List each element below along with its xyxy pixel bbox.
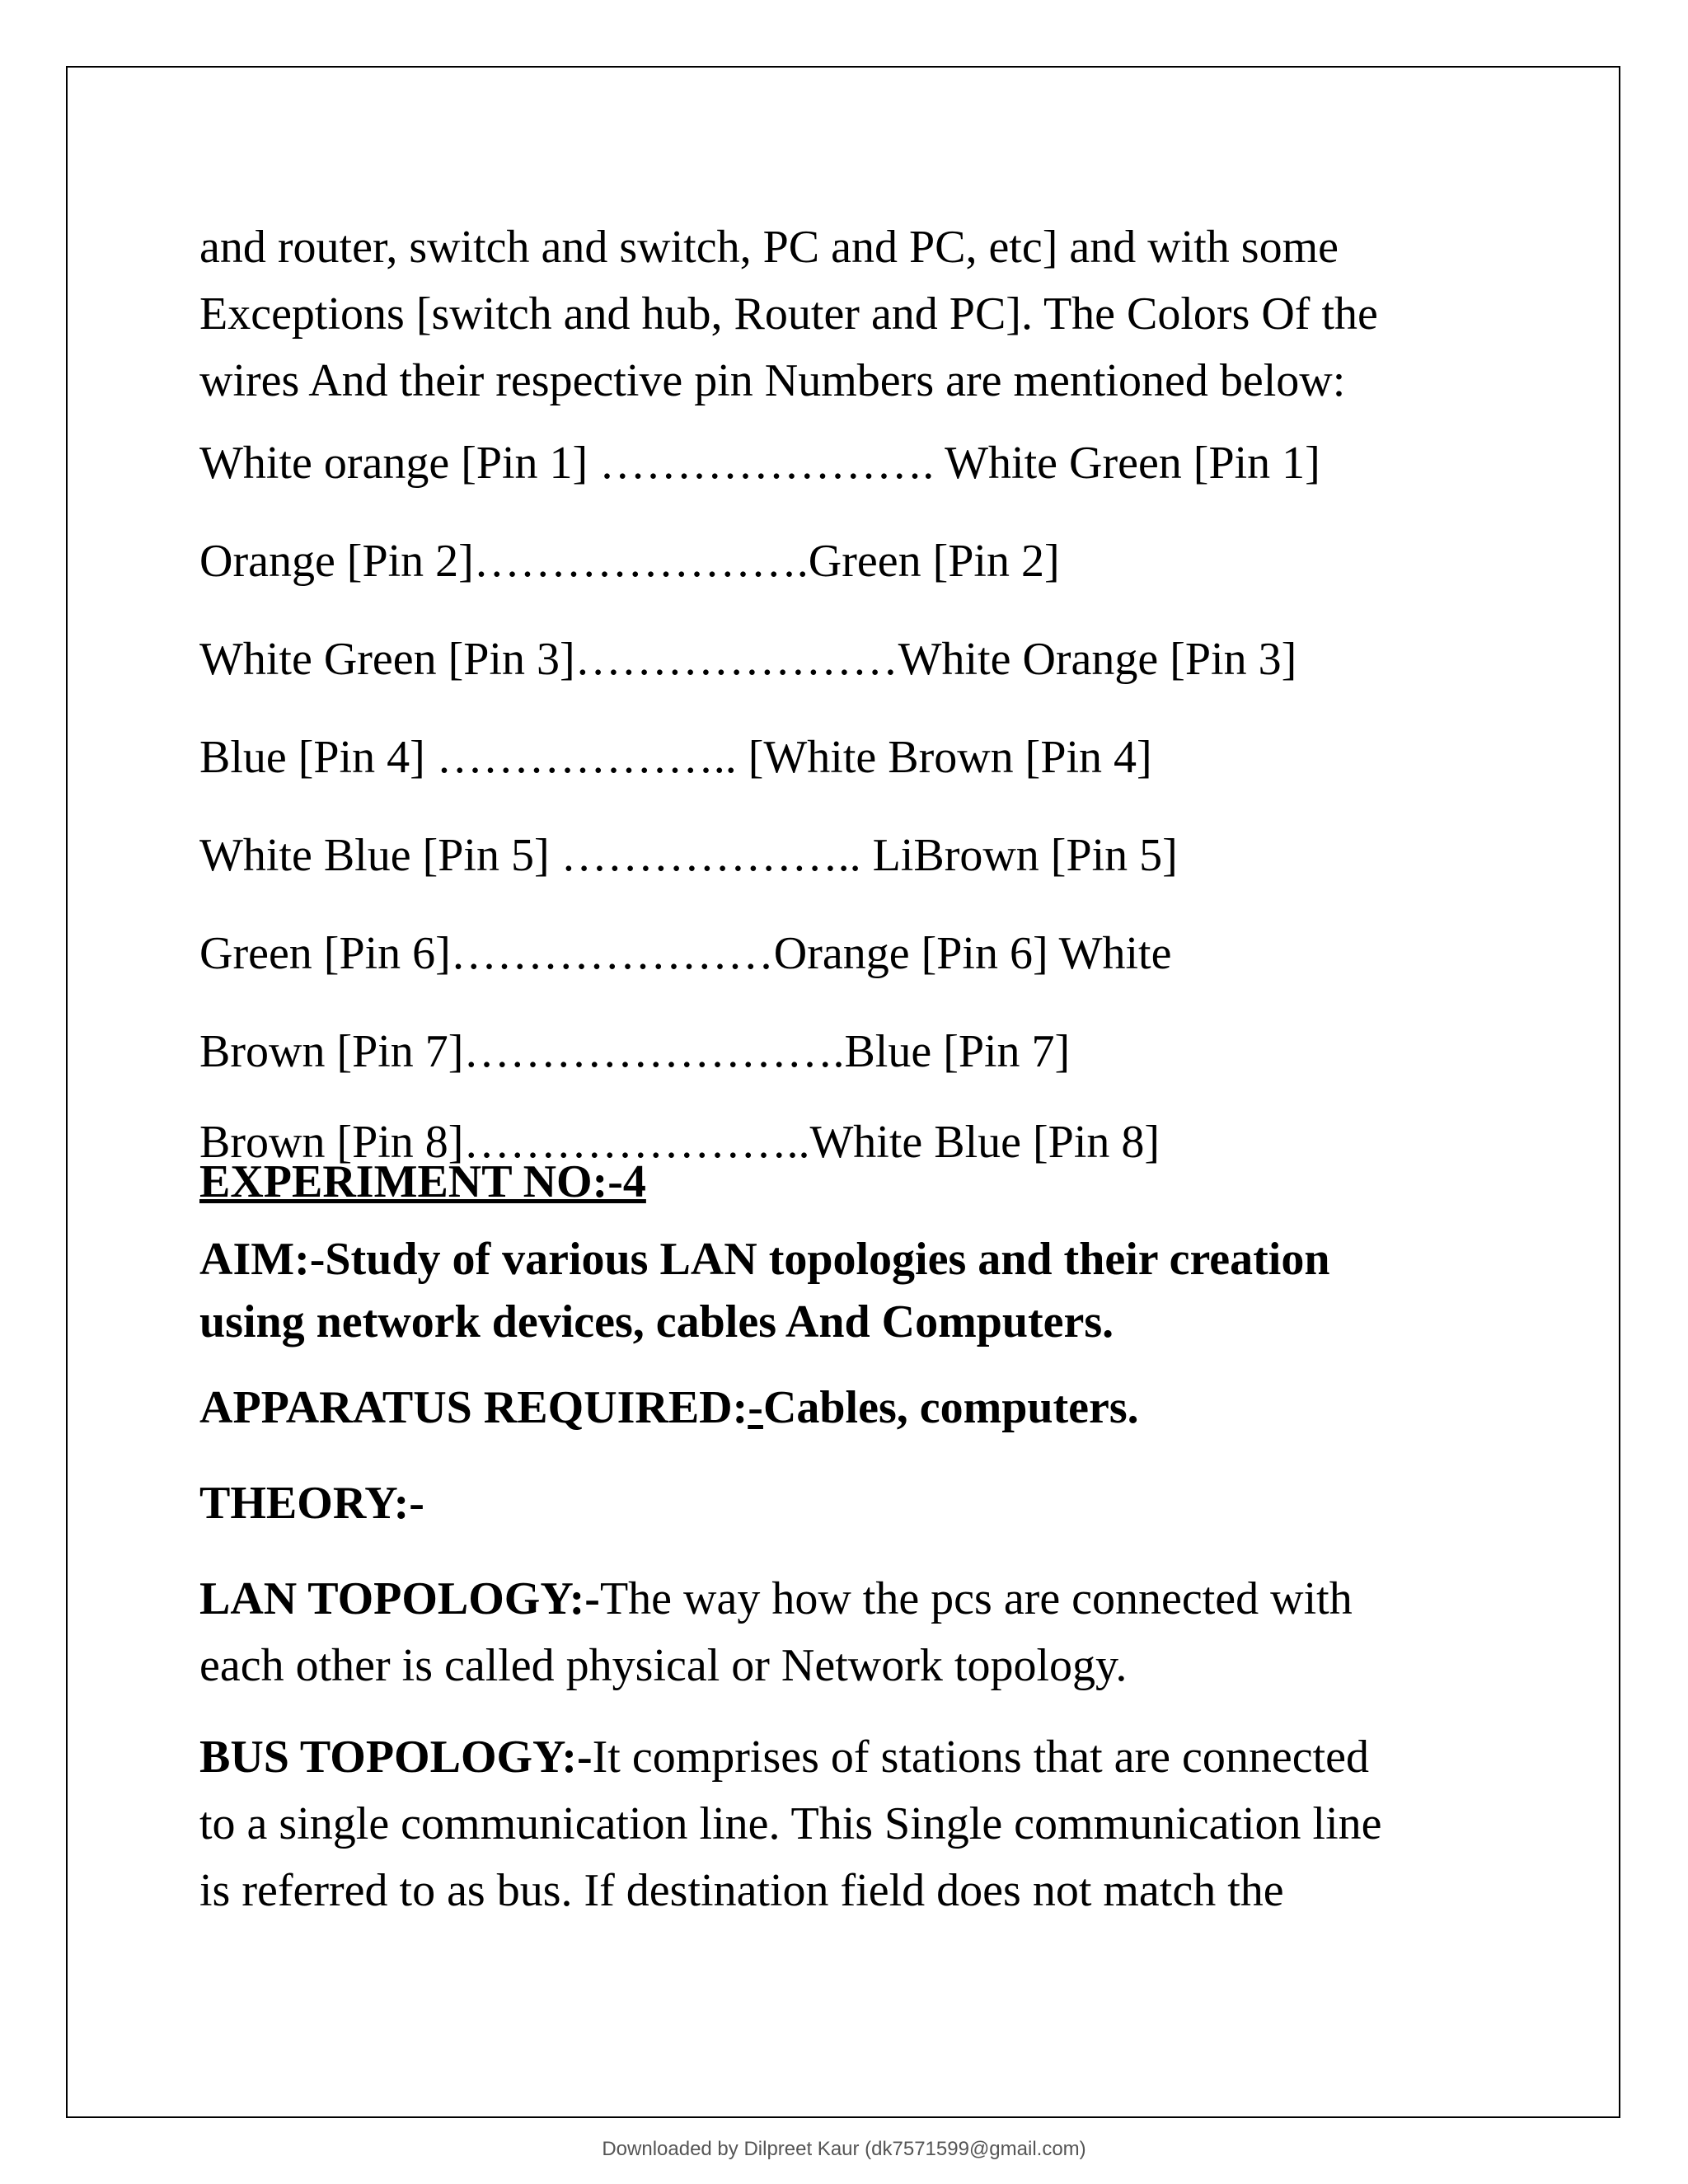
aim-paragraph <box>199 1228 1518 1353</box>
bus-topology-line-1: It comprises of stations that are connected <box>592 1732 1370 1783</box>
theory-heading: THEORY:- <box>199 1478 424 1529</box>
apparatus-text: Cables, computers. <box>762 1382 1139 1433</box>
lan-topology-label: LAN TOPOLOGY:- <box>199 1573 600 1624</box>
pin-row-8: Brown [Pin 8]…………………..White Blue [Pin 8] <box>199 1117 1160 1168</box>
bus-topology-line-3: is referred to as bus. If destination field does not match the <box>199 1865 1284 1916</box>
pin-mapping-list <box>199 415 1518 1168</box>
intro-line-3: wires And their respective pin Numbers are mentioned below: <box>199 355 1346 406</box>
bus-topology-label: BUS TOPOLOGY:- <box>199 1732 593 1783</box>
lan-topology-line-2: each other is called physical or Network topology. <box>199 1640 1128 1691</box>
intro-paragraph <box>199 214 1518 415</box>
apparatus-label: APPARATUS REQUIRED: <box>199 1382 748 1433</box>
pin-row-4: Blue [Pin 4] ……………….. [White Brown [Pin 4] <box>199 732 1152 783</box>
lan-topology-line-1: The way how the pcs are connected with <box>599 1573 1353 1624</box>
pin-row-7: Brown [Pin 7]…………………….Blue [Pin 7] <box>199 1026 1071 1077</box>
apparatus-dash: - <box>748 1382 763 1433</box>
intro-line-2: Exceptions [switch and hub, Router and PC]. The Colors Of the <box>199 288 1378 340</box>
aim-line-1: AIM:-Study of various LAN topologies and their creation <box>199 1234 1330 1285</box>
bus-topology-line-2: to a single communication line. This Single communication line <box>199 1798 1382 1849</box>
download-footer: Downloaded by Dilpreet Kaur (dk7571599@gmail.com) <box>602 2138 1086 2160</box>
pin-row-2: Orange [Pin 2]………………….Green [Pin 2] <box>199 536 1060 587</box>
apparatus-paragraph <box>199 1376 1518 1439</box>
experiment-title: EXPERIMENT NO:-4 <box>199 1156 646 1207</box>
document-content <box>199 214 1518 1924</box>
pin-row-5: White Blue [Pin 5] ……………….. LiBrown [Pin 5] <box>199 830 1178 881</box>
pin-row-1: White orange [Pin 1] …………………. White Green [Pin 1] <box>199 438 1320 489</box>
aim-line-2: using network devices, cables And Computers. <box>199 1296 1114 1347</box>
intro-line-1: and router, switch and switch, PC and PC, etc] and with some <box>199 222 1339 273</box>
bus-topology-paragraph <box>199 1724 1518 1924</box>
lan-topology-paragraph <box>199 1566 1518 1699</box>
pin-row-6: Green [Pin 6]…………………Orange [Pin 6] White <box>199 928 1172 979</box>
pin-row-3: White Green [Pin 3]…………………White Orange [Pin 3] <box>199 634 1297 685</box>
